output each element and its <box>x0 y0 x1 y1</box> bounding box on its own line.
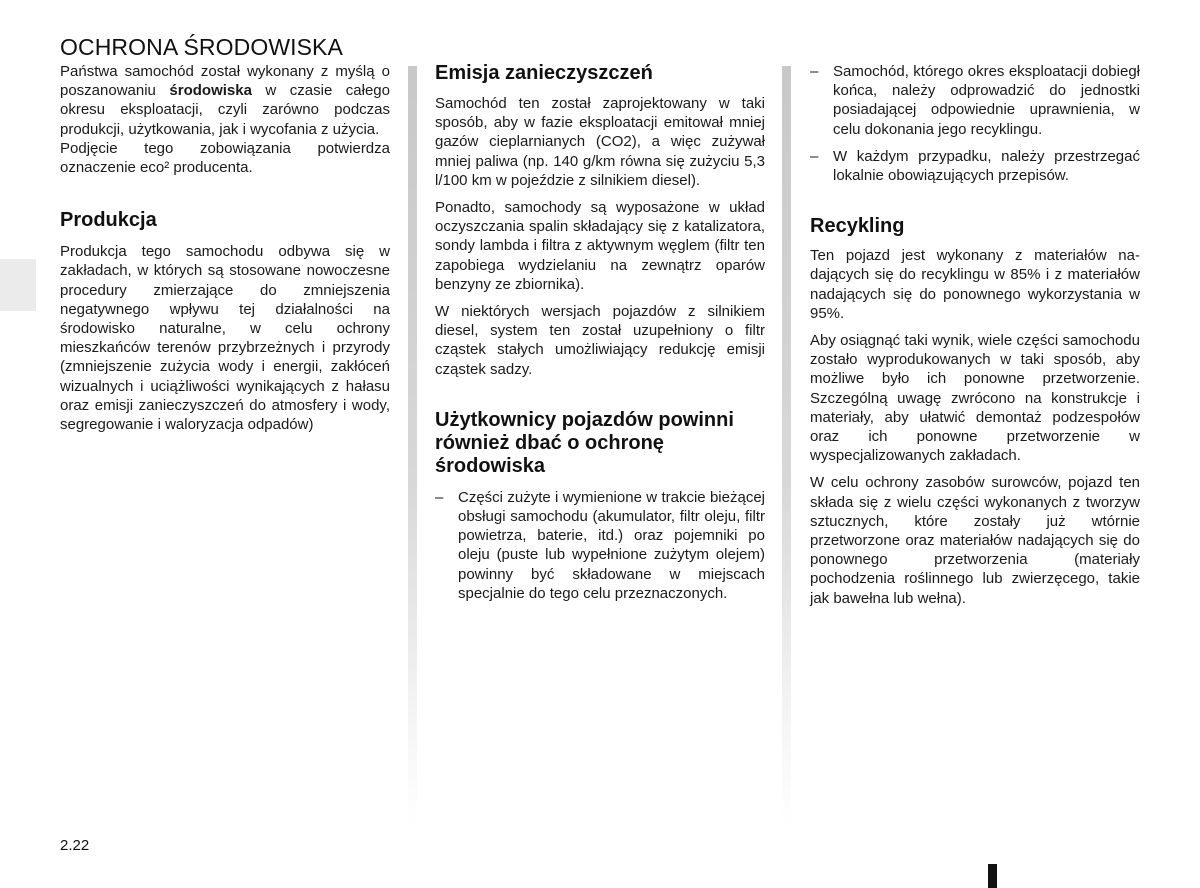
intro-paragraph: Państwa samochód został wykonany z myślą o poszanowaniu środowiska w czasie całego okresu eksploatacji, czyli zarówno podczas produkcji, użytkowania, jak i wycofania z użycia. <box>60 63 390 138</box>
section-heading-recykling: Recykling <box>810 215 905 238</box>
dash-bullet: – <box>810 147 819 165</box>
list-item <box>810 147 1140 185</box>
recykling-paragraph-1: Ten pojazd jest wykonany z materiałów nadających się do recyklingu w 85% i z materiałów nadających się do ponownego wykorzystania w 95%. <box>810 247 1140 322</box>
recykling-paragraph-3: W celu ochrony zasobów surowców, pojazd ten składa się z wielu części wykonanych z tworzyw sztucznych, które zostały już wtórnie przetworzone oraz materiałów nadających się do ponownego przetworzenia (materiały pochodzenia roślinnego lub zwierzęcego, takie jak bawełna lub wełna). <box>810 474 1140 607</box>
dash-bullet: – <box>810 63 819 80</box>
section-heading-produkcja: Produkcja <box>60 209 157 232</box>
list-item <box>810 62 1140 139</box>
recykling-paragraph-2: Aby osiągnąć taki wynik, wiele części samochodu zostało wyprodukowanych w taki sposób, aby możliwe było ich ponowne przetworzenie. Szczególną uwagę zwrócono na konstrukcje i materiały, aby ułatwić demontaż podzespołów oraz ich ponowne przetworzenie w wyspecjalizowanych zakładach. <box>810 332 1140 465</box>
list-item-text: W każdym przypadku, należy przestrzegać lokalnie obowiązujących przepisów. <box>833 147 1140 185</box>
list-item-text: Samochód, którego okres eksploatacji dobiegł końca, należy odprowadzić do jednostki posiadającej odpowiednie uprawnienia, w celu dokonania jego recyklingu. <box>833 63 1140 138</box>
emisja-paragraph-1: Samochód ten został zaprojektowany w taki sposób, aby w fazie eksploatacji emitował mniej gazów cieplarnianych (CO2), a więc zużywał mniej paliwa (np. 140 g/km równa się zużyciu 5,3 l/100 km w pojeździe z silnikiem diesel). <box>435 95 765 189</box>
column-left <box>60 62 390 442</box>
column-divider-bar <box>782 66 791 826</box>
produkcja-paragraph: Produkcja tego samochodu odbywa się w zakładach, w których są stosowane nowoczesne procedury zmierzające do zmniejszenia negatywnego wpływu tej działalności na środowisko naturalne, w celu ochrony mieszkańców terenów przybrzeżnych i przyrody (zmniejszenie zużycia wody i energii, zakłóceń wizualnych i uciążliwości wynikających z hałasu oraz emisji zanieczyszczeń do atmosfery i wody, segregowanie i waloryzacja odpadów) <box>60 243 390 434</box>
commitment-paragraph: Podjęcie tego zobowiązania potwierdza oznaczenie eco² producenta. <box>60 139 390 177</box>
page-number: 2.22 <box>60 837 90 854</box>
emisja-paragraph-2: Ponadto, samochody są wyposażone w układ oczyszczania spalin składający się z katalizatora, sondy lambda i filtra z aktywnym węglem (filtr ten zapobiega wydzielaniu na zewnątrz oparów benzyny ze zbiornika). <box>435 199 765 293</box>
section-heading-uzytkownicy: Użytkownicy pojazdów powinni również dbać o ochronę środowiska <box>435 408 734 477</box>
column-right <box>810 62 1140 616</box>
column-divider-bar <box>408 66 417 826</box>
page-corner-mark <box>988 864 997 888</box>
column-middle <box>435 62 765 611</box>
page-title: OCHRONA ŚRODOWISKA <box>60 34 343 61</box>
section-tab-marker <box>0 259 36 311</box>
section-heading-emisja: Emisja zanieczyszczeń <box>435 62 653 84</box>
list-item <box>435 488 765 603</box>
emphasis-environment: środowiska <box>169 82 252 100</box>
dash-bullet: – <box>435 488 444 506</box>
emisja-paragraph-3: W niektórych wersjach pojazdów z silnikiem diesel, system ten został uzupełniony o filtr cząstek stałych umożliwiający redukcję emisji cząstek sadzy. <box>435 303 765 378</box>
list-item-text: Części zużyte i wymienione w trakcie bieżącej obsługi samochodu (akumulator, filtr oleju, filtr powietrza, baterie, itd.) oraz pojemniki po oleju (puste lub wypełnione zużytym olejem) powinny być składowane w miejscach specjalnie do tego celu przeznaczonych. <box>458 488 765 602</box>
